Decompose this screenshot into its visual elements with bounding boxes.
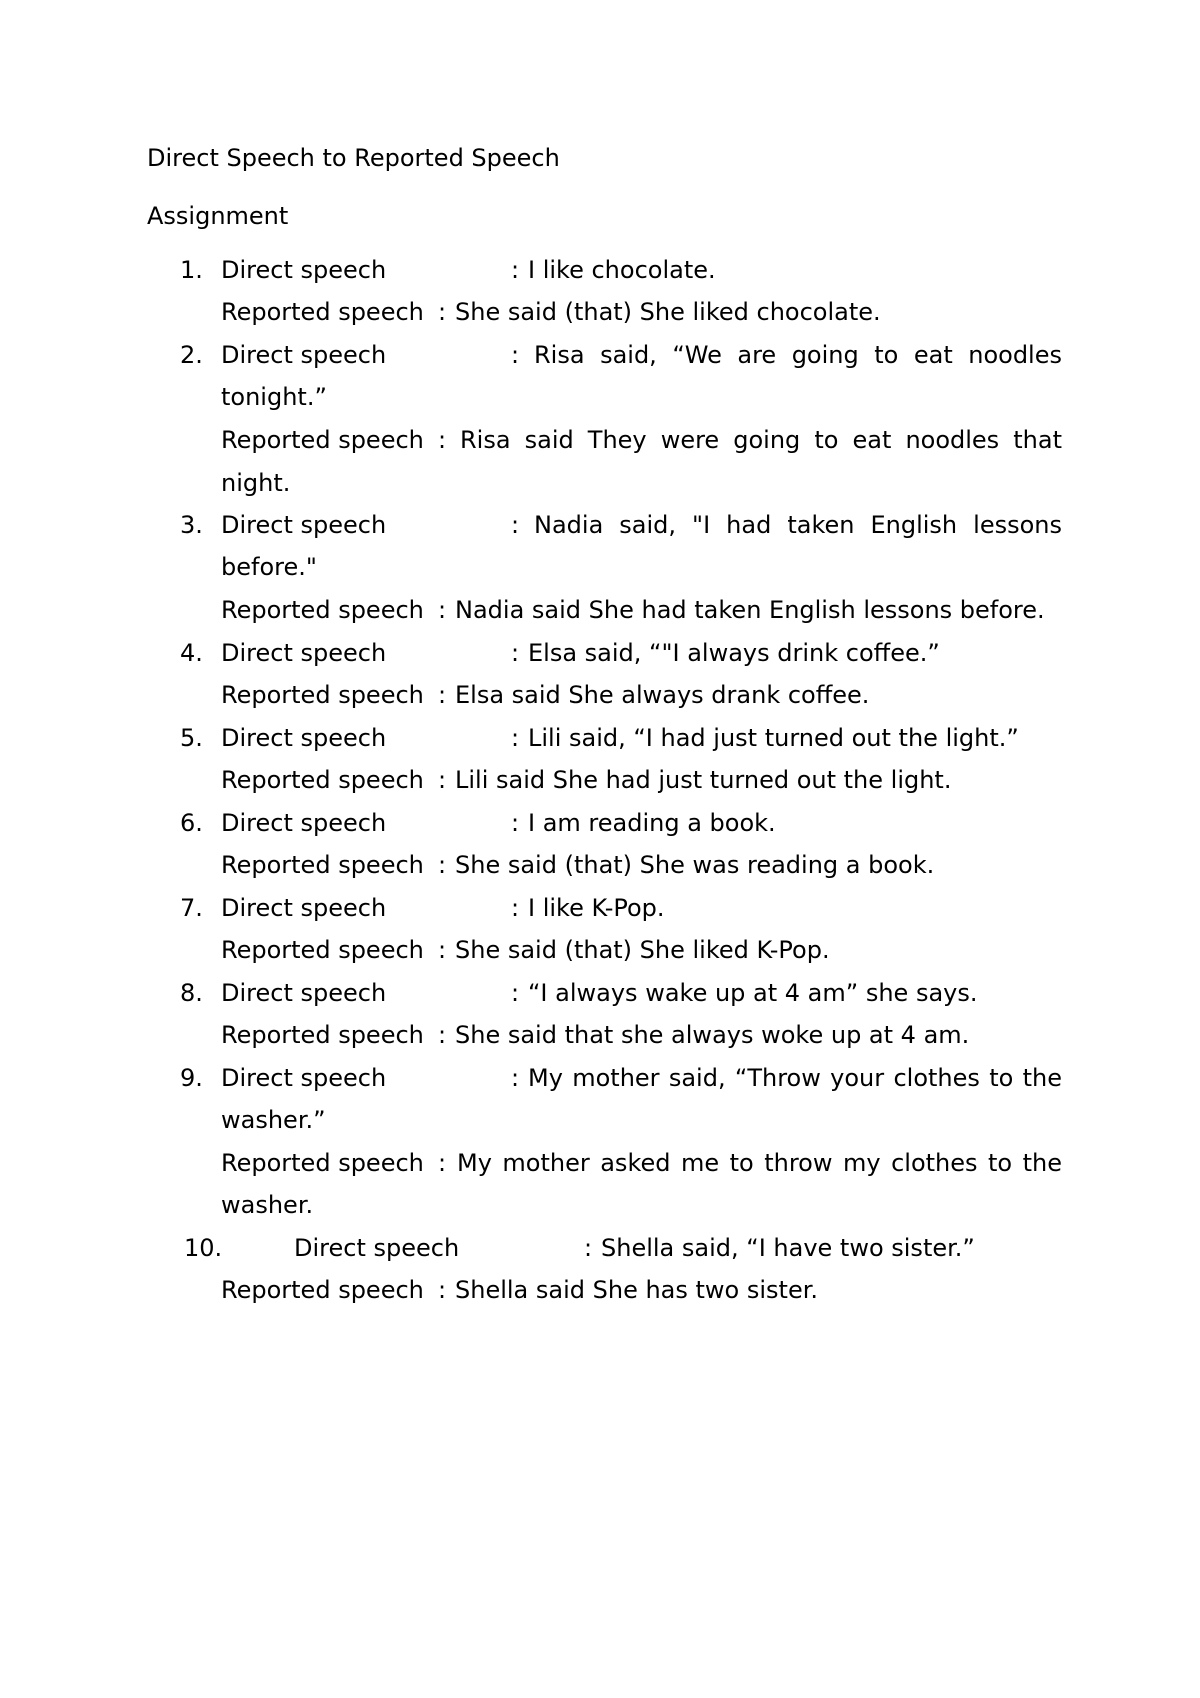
- document-subtitle: Assignment: [147, 202, 289, 230]
- direct-text: I like chocolate.: [528, 256, 716, 284]
- direct-label: Direct speech: [294, 1234, 460, 1262]
- colon: :: [438, 1021, 447, 1049]
- colon: :: [438, 1276, 447, 1304]
- direct-label: Direct speech: [221, 1064, 387, 1092]
- reported-label: Reported speech: [221, 426, 424, 454]
- direct-label: Direct speech: [221, 256, 387, 284]
- colon: :: [438, 426, 447, 454]
- item-number: 7.: [180, 894, 203, 922]
- reported-text: She said (that) She liked chocolate.: [455, 298, 881, 326]
- direct-label: Direct speech: [221, 639, 387, 667]
- direct-text: Shella said, “I have two sister.”: [601, 1234, 975, 1262]
- item-number: 1.: [180, 256, 203, 284]
- reported-text: My mother asked me to throw my clothes to the: [457, 1149, 1062, 1177]
- item-number: 2.: [180, 341, 203, 369]
- document-title: Direct Speech to Reported Speech: [147, 144, 560, 172]
- direct-text: I like K-Pop.: [528, 894, 665, 922]
- direct-text: “I always wake up at 4 am” she says.: [528, 979, 978, 1007]
- direct-text: Elsa said, “"I always drink coffee.”: [528, 639, 940, 667]
- direct-text: Lili said, “I had just turned out the light.”: [528, 724, 1019, 752]
- reported-text: Nadia said She had taken English lessons before.: [455, 596, 1045, 624]
- direct-text-continued: washer.”: [221, 1106, 326, 1134]
- direct-text-continued: before.": [221, 553, 317, 581]
- direct-label: Direct speech: [221, 809, 387, 837]
- direct-label: Direct speech: [221, 894, 387, 922]
- colon: :: [511, 724, 520, 752]
- colon: :: [511, 511, 520, 539]
- colon: :: [438, 851, 447, 879]
- colon: :: [438, 298, 447, 326]
- reported-label: Reported speech: [221, 936, 424, 964]
- item-number: 4.: [180, 639, 203, 667]
- direct-text-continued: tonight.”: [221, 383, 327, 411]
- reported-text: She said that she always woke up at 4 am.: [455, 1021, 970, 1049]
- colon: :: [438, 681, 447, 709]
- reported-label: Reported speech: [221, 1276, 424, 1304]
- item-number: 5.: [180, 724, 203, 752]
- reported-text: Lili said She had just turned out the light.: [455, 766, 952, 794]
- reported-label: Reported speech: [221, 298, 424, 326]
- item-number: 8.: [180, 979, 203, 1007]
- colon: :: [511, 894, 520, 922]
- reported-label: Reported speech: [221, 766, 424, 794]
- reported-label: Reported speech: [221, 596, 424, 624]
- colon: :: [511, 1064, 520, 1092]
- reported-text: Shella said She has two sister.: [455, 1276, 819, 1304]
- reported-label: Reported speech: [221, 681, 424, 709]
- direct-text: My mother said, “Throw your clothes to the: [528, 1064, 1062, 1092]
- reported-label: Reported speech: [221, 851, 424, 879]
- reported-text: Risa said They were going to eat noodles that: [460, 426, 1062, 454]
- reported-label: Reported speech: [221, 1149, 424, 1177]
- colon: :: [438, 1149, 447, 1177]
- item-number: 6.: [180, 809, 203, 837]
- direct-text: Nadia said, "I had taken English lessons: [534, 511, 1062, 539]
- colon: :: [511, 809, 520, 837]
- direct-text: I am reading a book.: [528, 809, 776, 837]
- item-number: 3.: [180, 511, 203, 539]
- direct-label: Direct speech: [221, 979, 387, 1007]
- colon: :: [438, 766, 447, 794]
- direct-label: Direct speech: [221, 511, 387, 539]
- direct-label: Direct speech: [221, 341, 387, 369]
- reported-text: Elsa said She always drank coffee.: [455, 681, 870, 709]
- item-number: 9.: [180, 1064, 203, 1092]
- reported-text-continued: night.: [221, 469, 291, 497]
- colon: :: [511, 256, 520, 284]
- colon: :: [511, 639, 520, 667]
- direct-text: Risa said, “We are going to eat noodles: [534, 341, 1062, 369]
- colon: :: [511, 979, 520, 1007]
- reported-label: Reported speech: [221, 1021, 424, 1049]
- colon: :: [438, 936, 447, 964]
- colon: :: [511, 341, 520, 369]
- colon: :: [584, 1234, 593, 1262]
- direct-label: Direct speech: [221, 724, 387, 752]
- item-number: 10.: [184, 1234, 223, 1262]
- colon: :: [438, 596, 447, 624]
- reported-text-continued: washer.: [221, 1191, 314, 1219]
- reported-text: She said (that) She liked K-Pop.: [455, 936, 830, 964]
- reported-text: She said (that) She was reading a book.: [455, 851, 935, 879]
